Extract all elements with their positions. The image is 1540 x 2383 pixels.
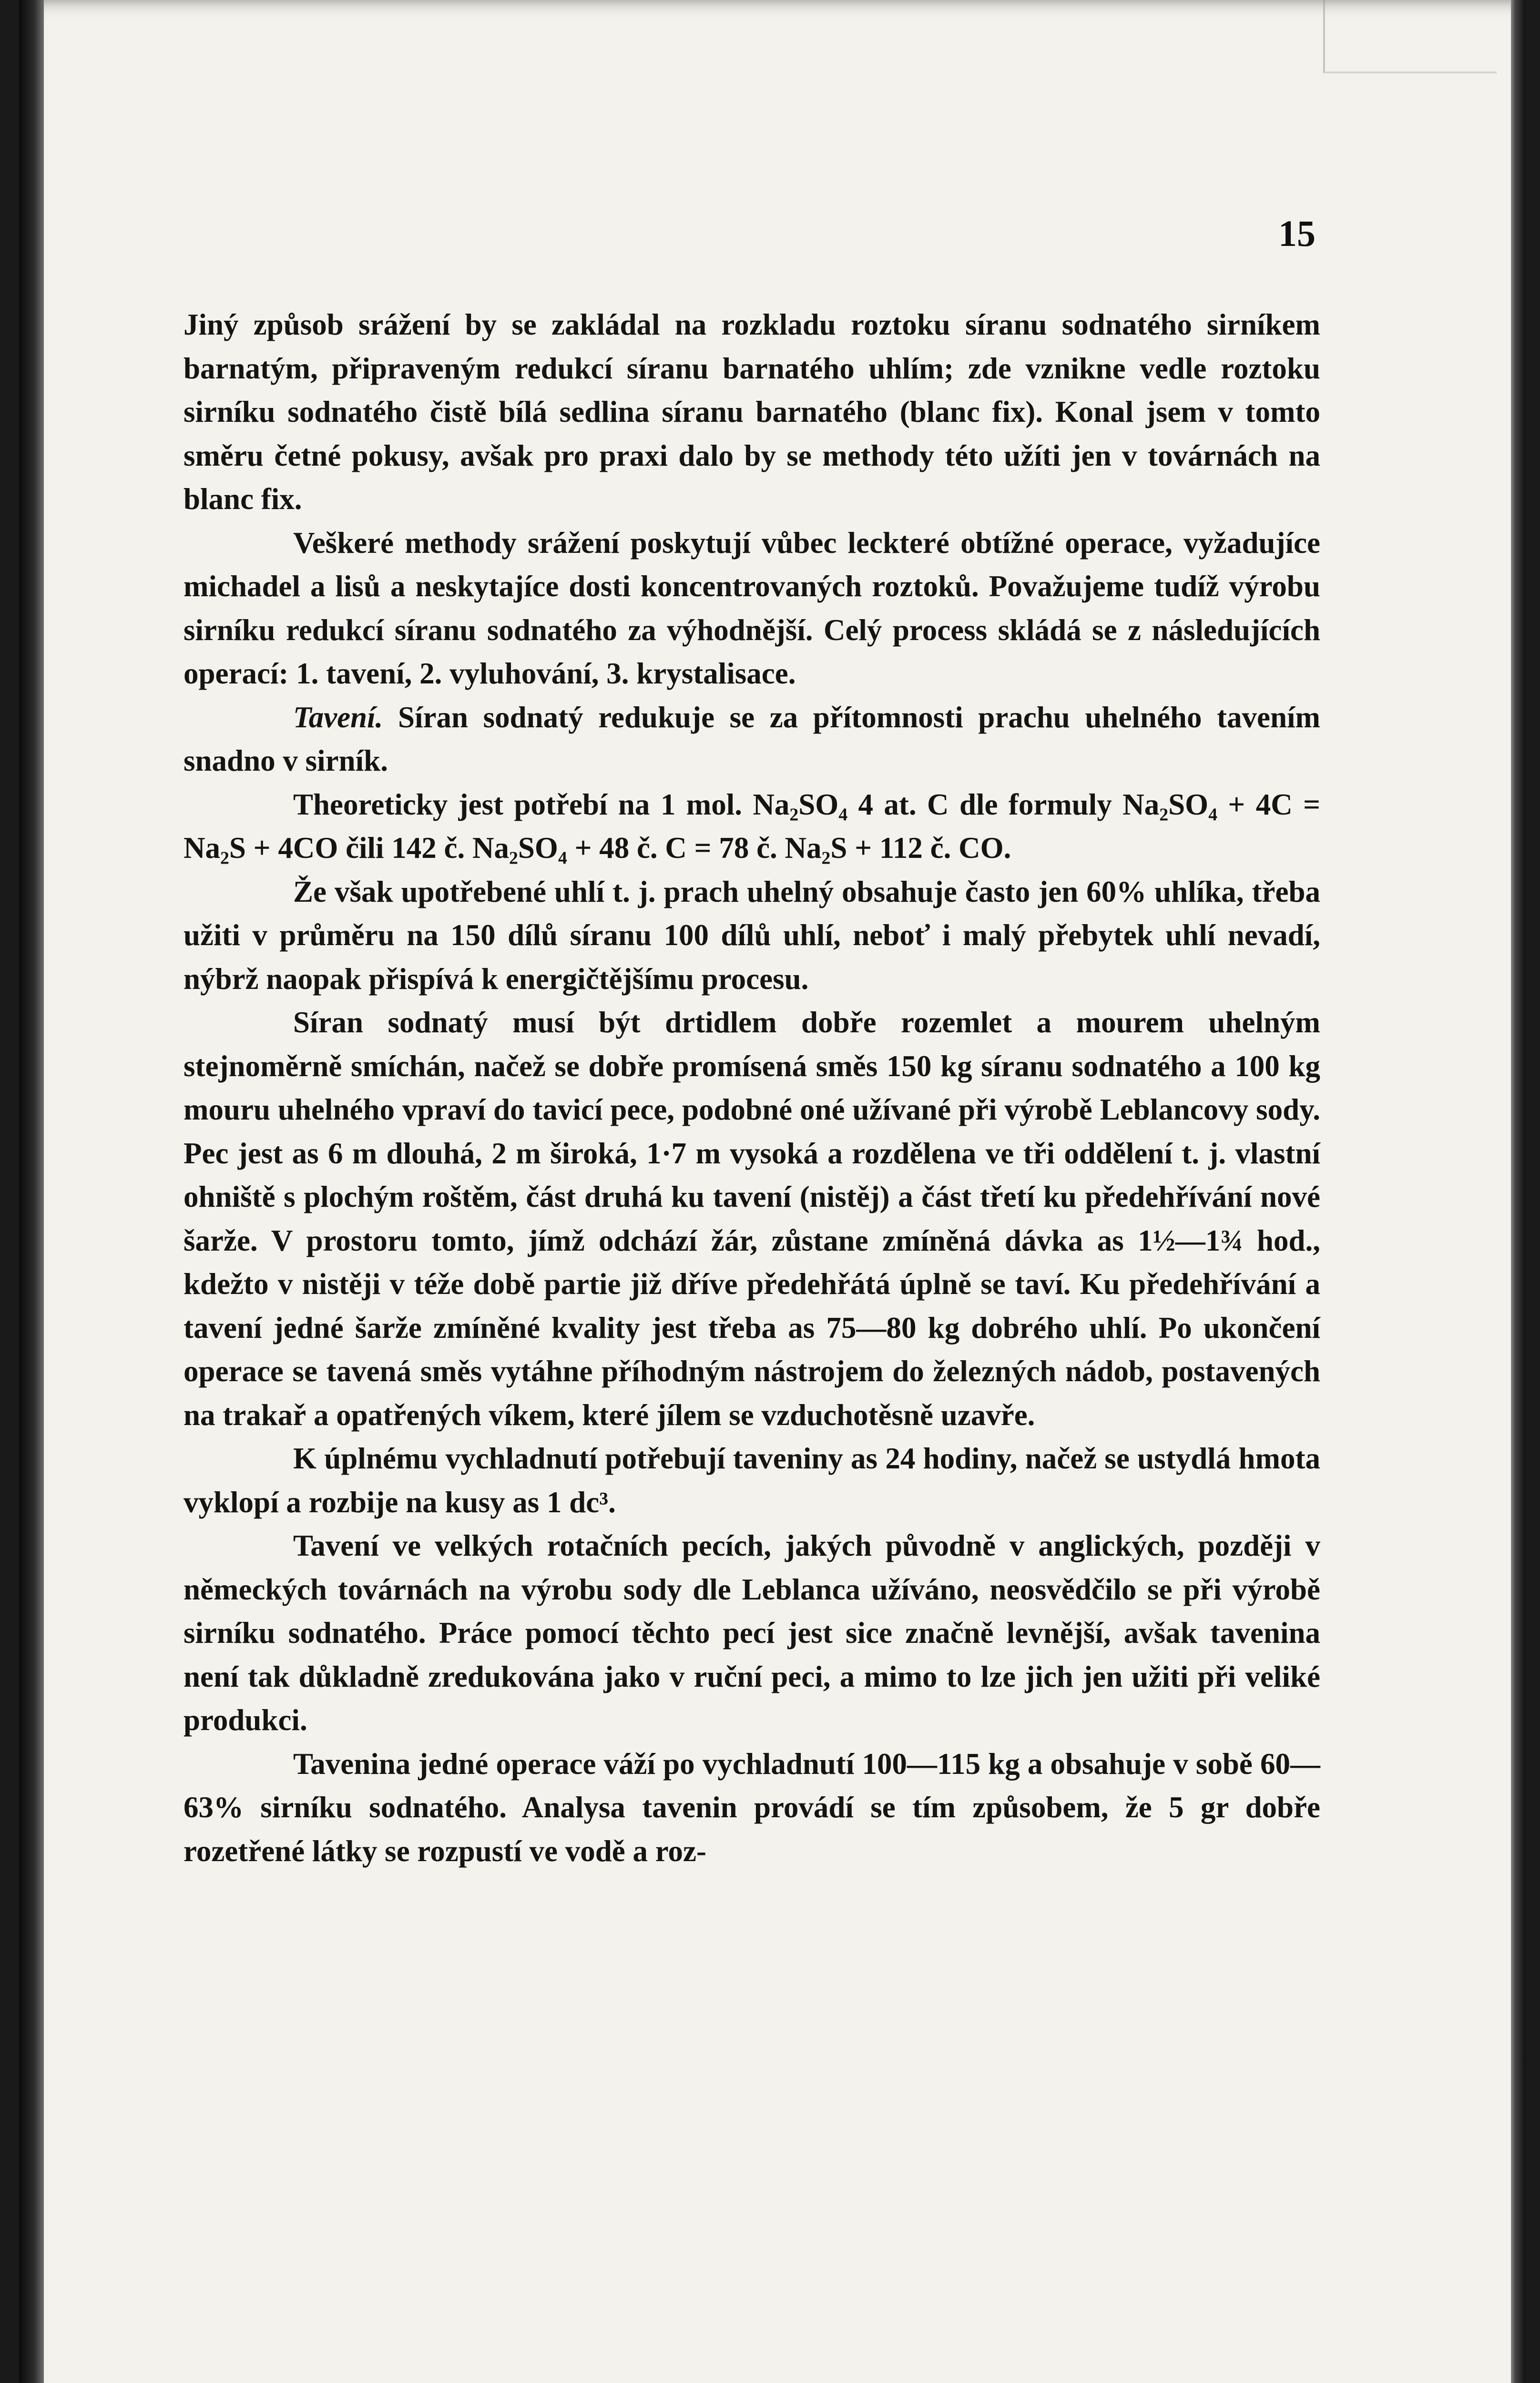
body-text xyxy=(184,303,1320,1873)
paragraph: Že však upotřebené uhlí t. j. prach uhelný obsahuje často jen 60% uhlíka, třeba užiti v průměru na 150 dílů síranu 100 dílů uhlí, neboť i malý přebytek uhlí nevadí, nýbrž naopak přispívá k energičtějšímu procesu. xyxy=(184,875,1320,996)
page-gutter-shadow xyxy=(19,0,44,2383)
paragraph xyxy=(184,696,1320,783)
scan-corner-mark xyxy=(1323,0,1497,73)
formula-line: Theoreticky jest potřebí na 1 mol. Na₂SO₄ 4 at. C dle formuly xyxy=(293,787,1112,821)
paragraph: Jiný způsob srážení by se zakládal na rozkladu roztoku síranu sodnatého sirníkem barnatým, připraveným redukcí síranu barnatého uhlím; zde vznikne vedle roztoku sirníku sodnatého čistě bílá sedlina síranu barnatého (blanc fix). Konal jsem v tomto směru četné pokusy, avšak pro praxi dalo by se methody této užíti jen v továrnách na blanc fix. xyxy=(184,308,1320,516)
paragraph: K úplnému vychladnutí potřebují taveniny as 24 hodiny, načež se ustydlá hmota vyklopí a rozbije na kusy as 1 dc³. xyxy=(184,1442,1320,1519)
formula-line: Na₂S + 112 č. CO. xyxy=(785,831,1011,865)
paragraph-text: Síran sodnatý redukuje se za přítomnosti prachu uhelného tavením snadno v sirník. xyxy=(184,700,1320,777)
book-page xyxy=(19,0,1525,2383)
paragraph: Síran sodnatý musí být drtidlem dobře rozemlet a mourem uhelným stejnoměrně smíchán, načež se dobře promísená směs 150 kg síranu sodnatého a 100 kg mouru uhelného vpraví do tavicí pece, podobné oné užívané při výrobě Leblancovy sody. Pec jest as 6 m dlouhá, 2 m široká, 1·7 m vysoká a rozdělena ve tři oddělení t. j. vlastní ohniště s plochým roštěm, část druhá ku tavení (nistěj) a část třetí ku předehřívání nové šarže. V prostoru tomto, jímž odchází žár, zůstane zmíněná dávka as 1½—1¾ hod., kdežto v nistěji v téže době partie již dříve předehřátá úplně se taví. Ku předehřívání a tavení jedné šarže zmíněné kvality jest třeba as 75—80 kg dobrého uhlí. Po ukončení operace se tavená směs vytáhne příhodným nástrojem do železných nádob, postavených na trakař a opatřených víkem, které jílem se vzduchotěsně uzavře. xyxy=(184,1006,1320,1432)
paragraph: Tavenina jedné operace váží po vychladnutí 100—115 kg a obsahuje v sobě 60—63% sirníku sodnatého. Analysa tavenin provádí se tím způsobem, že 5 gr dobře rozetřené látky se rozpustí ve vodě a roz- xyxy=(184,1747,1320,1868)
page-right-edge xyxy=(1511,0,1525,2383)
paragraph: Veškeré methody srážení poskytují vůbec leckteré obtížné operace, vyžadujíce michadel a lisů a neskytajíce dosti koncentrovaných roztoků. Považujeme tudíž výrobu sirníku redukcí síranu sodnatého za výhodnější. Celý process skládá se z následujících operací: 1. tavení, 2. vyluhování, 3. krystalisace. xyxy=(184,526,1320,690)
formula-paragraph xyxy=(184,783,1320,870)
page-number: 15 xyxy=(1278,213,1316,254)
formula-line: Na₂SO₄ + 4C = Na₂S + 4CO čili 142 č. Na₂SO₄ + 48 č. C = 78 č. xyxy=(184,787,1321,865)
section-heading-italic: Tavení. xyxy=(293,700,383,734)
paragraph: Tavení ve velkých rotačních pecích, jakých původně v anglických, později v německých továrnách na výrobu sody dle Leblanca užíváno, neosvědčilo se při výrobě sirníku sodnatého. Práce pomocí těchto pecí jest sice značně levnější, avšak tavenina není tak důkladně zredukována jako v ruční peci, a mimo to lze jich jen užiti při veliké produkci. xyxy=(184,1529,1320,1737)
